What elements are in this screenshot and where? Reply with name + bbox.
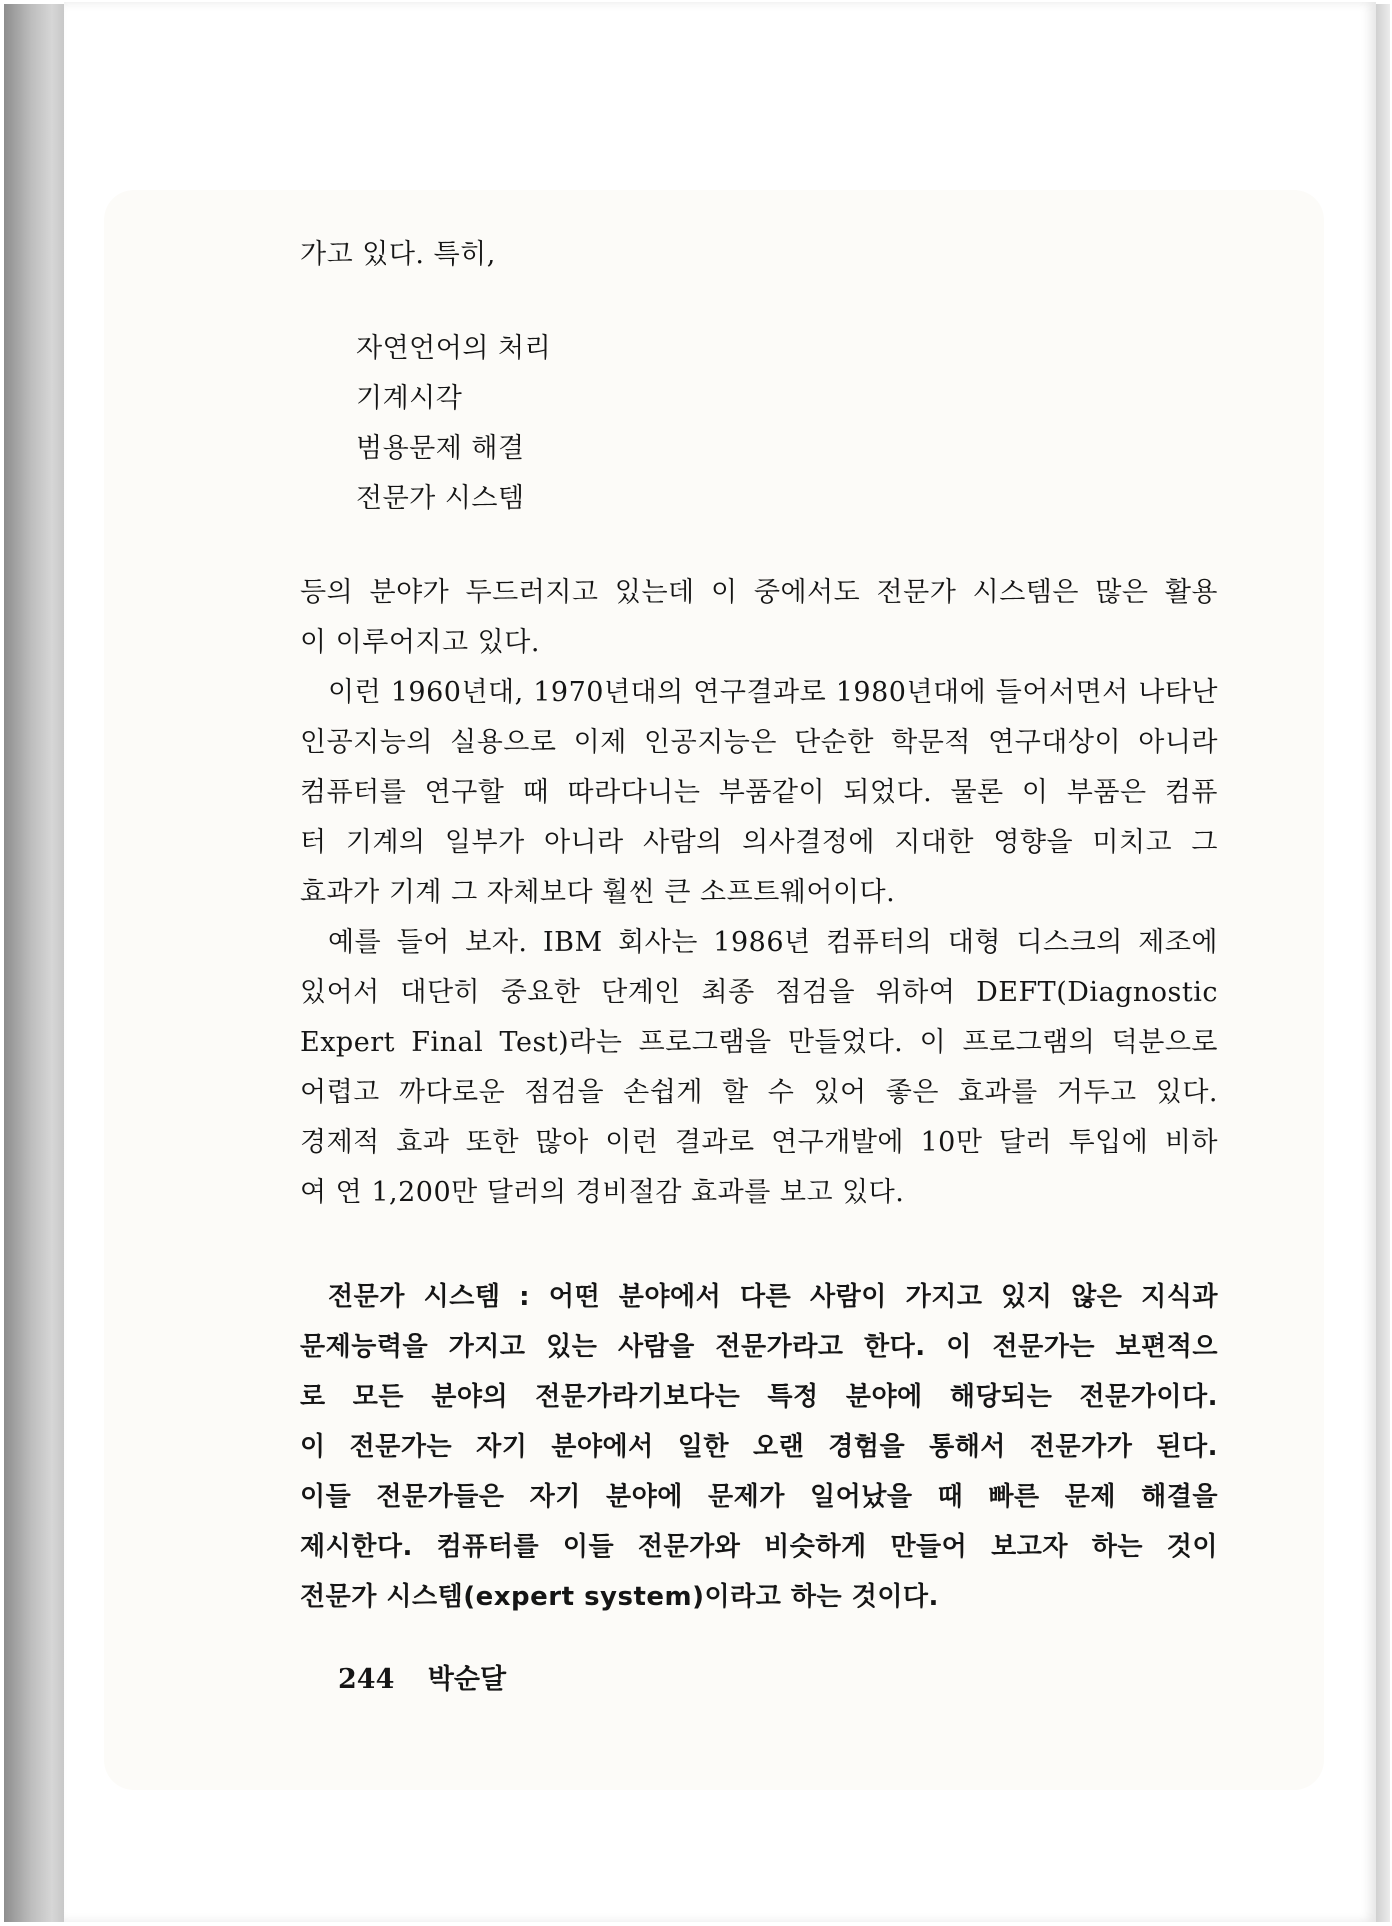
text-line: 예를 들어 보자. IBM 회사는 1986년 컴퓨터의 대형 디스크의 제조에 [328, 927, 1218, 958]
text-line: 이런 1960년대, 1970년대의 연구결과로 1980년대에 들어서면서 나타난 [328, 677, 1218, 708]
page-number: 244 [338, 1664, 395, 1695]
text-line: 이들 전문가들은 자기 분야에 문제가 일어났을 때 빠른 문제 해결을 [300, 1482, 1218, 1512]
text-line: 어렵고 까다로운 점검을 손쉽게 할 수 있어 좋은 효과를 거두고 있다. [300, 1077, 1218, 1108]
text-line: 인공지능의 실용으로 이제 인공지능은 단순한 학문적 연구대상이 아니라 [300, 727, 1218, 758]
text-line: 문제능력을 가지고 있는 사람을 전문가라고 한다. 이 전문가는 보편적으 [300, 1332, 1218, 1362]
paragraph-ibm-example [300, 918, 1218, 1218]
text-line: 여 연 1,200만 달러의 경비절감 효과를 보고 있다. [300, 1177, 905, 1208]
text-line: 제시한다. 컴퓨터를 이들 전문가와 비슷하게 만들어 보고자 하는 것이 [300, 1532, 1218, 1562]
text-line: 전문가 시스템 : 어떤 분야에서 다른 사람이 가지고 있지 않은 지식과 [328, 1282, 1218, 1312]
paragraph-fields [300, 568, 1218, 668]
text-line: 이 이루어지고 있다. [300, 627, 540, 658]
paragraph-history [300, 668, 1218, 918]
running-author: 박순달 [427, 1664, 507, 1695]
list-item: 범용문제 해결 [356, 433, 525, 464]
fields-list [300, 324, 1218, 524]
list-item: 전문가 시스템 [356, 483, 525, 514]
text-line: 터 기계의 일부가 아니라 사람의 의사결정에 지대한 영향을 미치고 그 [300, 827, 1218, 858]
text-line: 등의 분야가 두드러지고 있는데 이 중에서도 전문가 시스템은 많은 활용 [300, 577, 1218, 608]
book-spine [4, 4, 66, 1922]
definition-box [300, 1272, 1218, 1622]
book-edge-shadow [1376, 4, 1390, 1922]
text-line: 있어서 대단히 중요한 단계인 최종 점검을 위하여 DEFT(Diagnostic [300, 977, 1218, 1008]
text-line: 전문가 시스템(expert system)이라고 하는 것이다. [300, 1582, 939, 1612]
intro-line: 가고 있다. 특히, [300, 239, 496, 270]
list-item: 기계시각 [356, 383, 463, 414]
text-line: 컴퓨터를 연구할 때 따라다니는 부품같이 되었다. 물론 이 부품은 컴퓨 [300, 777, 1218, 808]
text-line: 로 모든 분야의 전문가라기보다는 특정 분야에 해당되는 전문가이다. [300, 1382, 1218, 1412]
page-footer [338, 1657, 530, 1696]
text-line: 효과가 기계 그 자체보다 훨씬 큰 소프트웨어이다. [300, 877, 896, 908]
text-line: 경제적 효과 또한 많아 이런 결과로 연구개발에 10만 달러 투입에 비하 [300, 1127, 1218, 1158]
text-line: 이 전문가는 자기 분야에서 일한 오랜 경험을 통해서 전문가가 된다. [300, 1432, 1218, 1462]
text-line: Expert Final Test)라는 프로그램을 만들었다. 이 프로그램의 덕분으로 [300, 1027, 1218, 1058]
page-body [300, 230, 1218, 1622]
list-item: 자연언어의 처리 [356, 333, 552, 364]
